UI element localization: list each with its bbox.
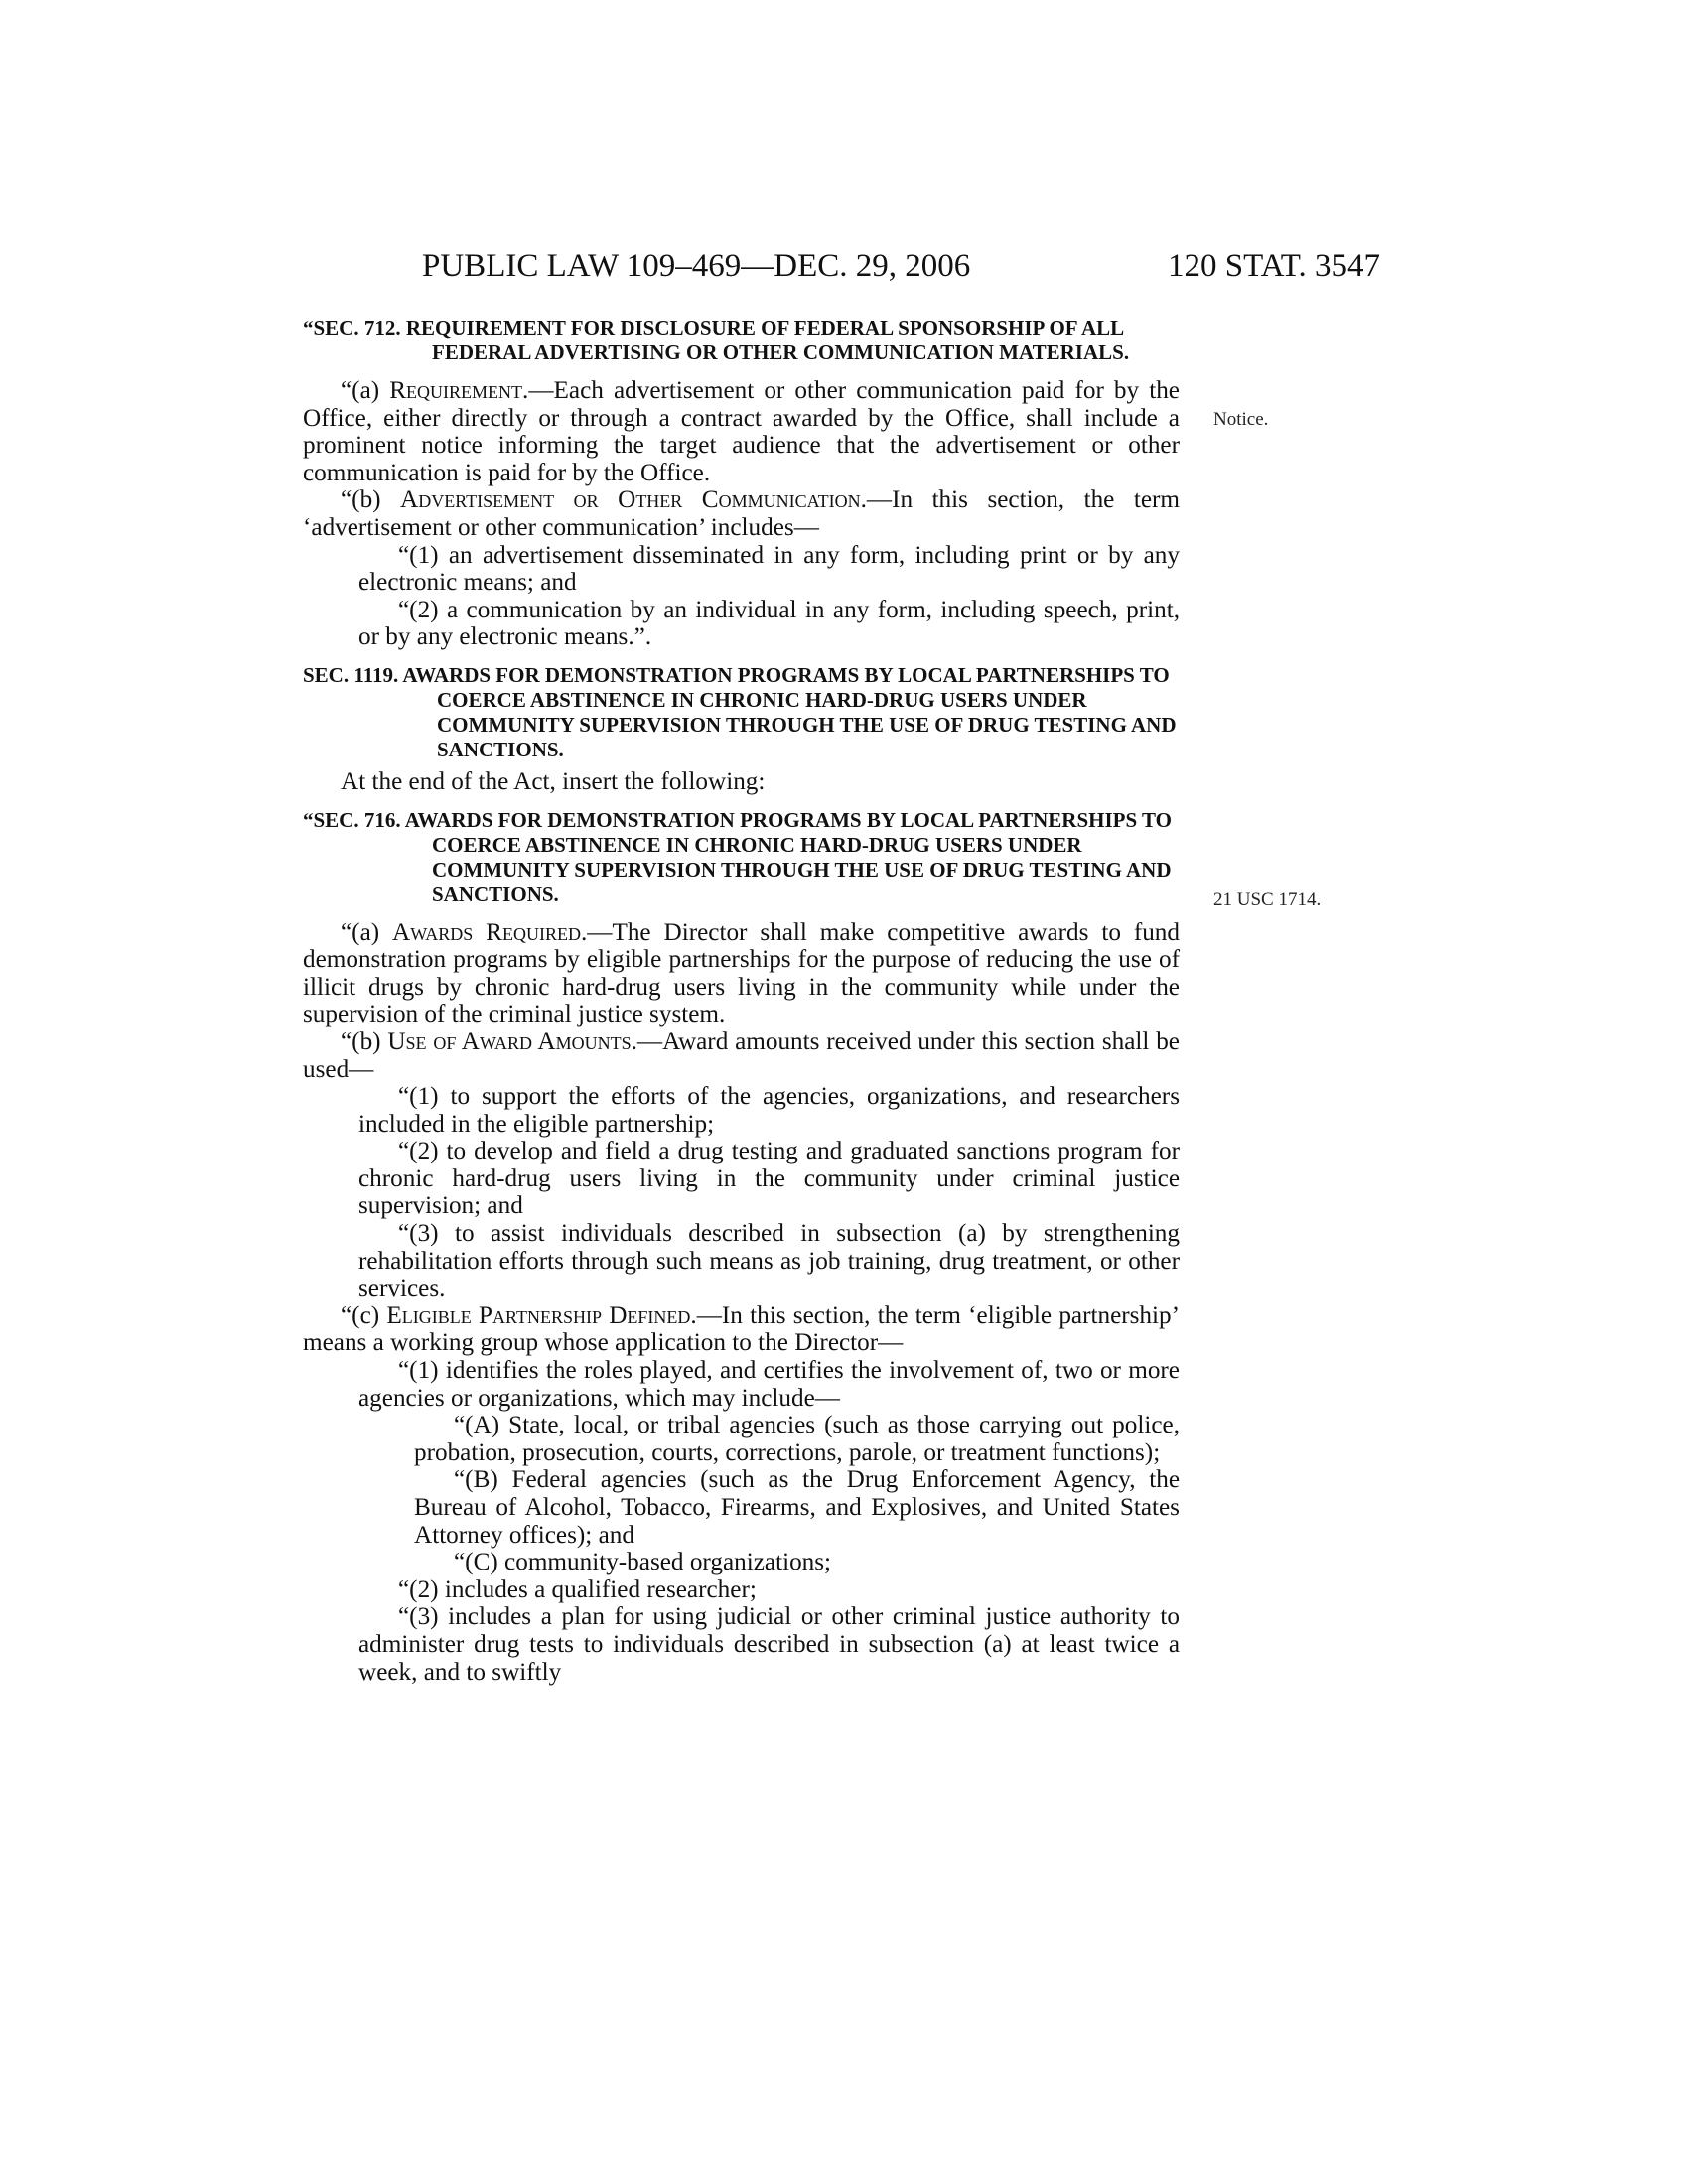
section-716-b-paragraph-1: “(1) to support the efforts of the agencies, organizations, and researchers included in the eligible partnership; [358,1083,1180,1138]
section-716-b-paragraph-3: “(3) to assist individuals described in subsection (a) by strengthening rehabilitation efforts through such means as job training, drug treatment, or other services. [358,1220,1180,1302]
section-716-c-subparagraph-c: “(C) community-based organizations; [454,1549,832,1576]
section-1119-heading: SEC. 1119. AWARDS FOR DEMONSTRATION PROGRAMS BY LOCAL PARTNERSHIPS TO COERCE ABSTINENCE IN CHRONIC HARD-DRUG USERS UNDER COMMUNITY SUPERVISION THROUGH THE USE OF DRUG TESTING AND SANCTIONS. [303,662,1177,761]
section-712-paragraph-2: “(2) a communication by an individual in any form, including speech, print, or by any electronic means.”. [358,596,1180,651]
subsection-caption: Use of Award Amounts [387,1027,632,1055]
section-716-c-paragraph-3: “(3) includes a plan for using judicial or other criminal justice authority to administer drug tests to individuals described in subsection (a) at least twice a week, and to swiftly [358,1603,1180,1686]
section-716-c-paragraph-2: “(2) includes a qualified researcher; [398,1575,757,1603]
section-716-subsection-b: “(b) Use of Award Amounts.—Award amounts received under this section shall be used— [303,1027,1180,1083]
public-law-citation: PUBLIC LAW 109–469—DEC. 29, 2006 [422,248,971,284]
subsection-caption: Advertisement or Other Communication [400,486,861,514]
section-712-heading: “SEC. 712. REQUIREMENT FOR DISCLOSURE OF FEDERAL SPONSORSHIP OF ALL FEDERAL ADVERTISING OR OTHER COMMUNICATION MATERIALS. [303,316,1130,364]
section-1119-intro: At the end of the Act, insert the following: [341,767,766,795]
section-712-paragraph-1: “(1) an advertisement disseminated in any form, including print or by any electronic means; and [358,541,1180,597]
section-712-subsection-a: “(a) Requirement.—Each advertisement or other communication paid for by the Office, either directly or through a contract awarded by the Office, shall include a prominent notice informing the target audience that the advertisement or other communication is paid for by the Office. [303,377,1180,486]
statute-page-number: 120 STAT. 3547 [1167,248,1380,284]
subsection-caption: Eligible Partnership Defined [386,1301,691,1329]
running-head [422,248,1380,288]
margin-note-notice: Notice. [1213,409,1269,430]
section-712-subsection-b: “(b) Advertisement or Other Communication.—In this section, the term ‘advertisement or other communication’ includes— [303,486,1180,541]
body-text [303,316,1180,1686]
section-716-c-paragraph-1: “(1) identifies the roles played, and certifies the involvement of, two or more agencies or organizations, which may include— [358,1357,1180,1412]
subsection-caption: Requirement [389,377,523,404]
section-716-heading: “SEC. 716. AWARDS FOR DEMONSTRATION PROGRAMS BY LOCAL PARTNERSHIPS TO COERCE ABSTINENCE IN CHRONIC HARD-DRUG USERS UNDER COMMUNITY SUPERVISION THROUGH THE USE OF DRUG TESTING AND SANCTIONS. [303,807,1172,906]
section-716-c-subparagraph-a: “(A) State, local, or tribal agencies (such as those carrying out police, probation, prosecution, courts, corrections, parole, or treatment functions); [414,1412,1180,1466]
section-716-b-paragraph-2: “(2) to develop and field a drug testing and graduated sanctions program for chronic hard-drug users living in the community under criminal justice supervision; and [358,1138,1180,1220]
subsection-caption: Awards Required [392,918,581,946]
section-716-subsection-a: “(a) Awards Required.—The Director shall make competitive awards to fund demonstration programs by eligible partnerships for the purpose of reducing the use of illicit drugs by chronic hard-drug users living in the community while under the supervision of the criminal justice system. [303,918,1180,1028]
margin-note-usc-citation: 21 USC 1714. [1213,889,1322,910]
section-716-c-subparagraph-b: “(B) Federal agencies (such as the Drug Enforcement Agency, the Bureau of Alcohol, Tobacco, Firearms, and Explosives, and United States Attorney offices); and [414,1466,1180,1549]
section-716-subsection-c: “(c) Eligible Partnership Defined.—In this section, the term ‘eligible partnership’ means a working group whose application to the Director— [303,1301,1181,1357]
